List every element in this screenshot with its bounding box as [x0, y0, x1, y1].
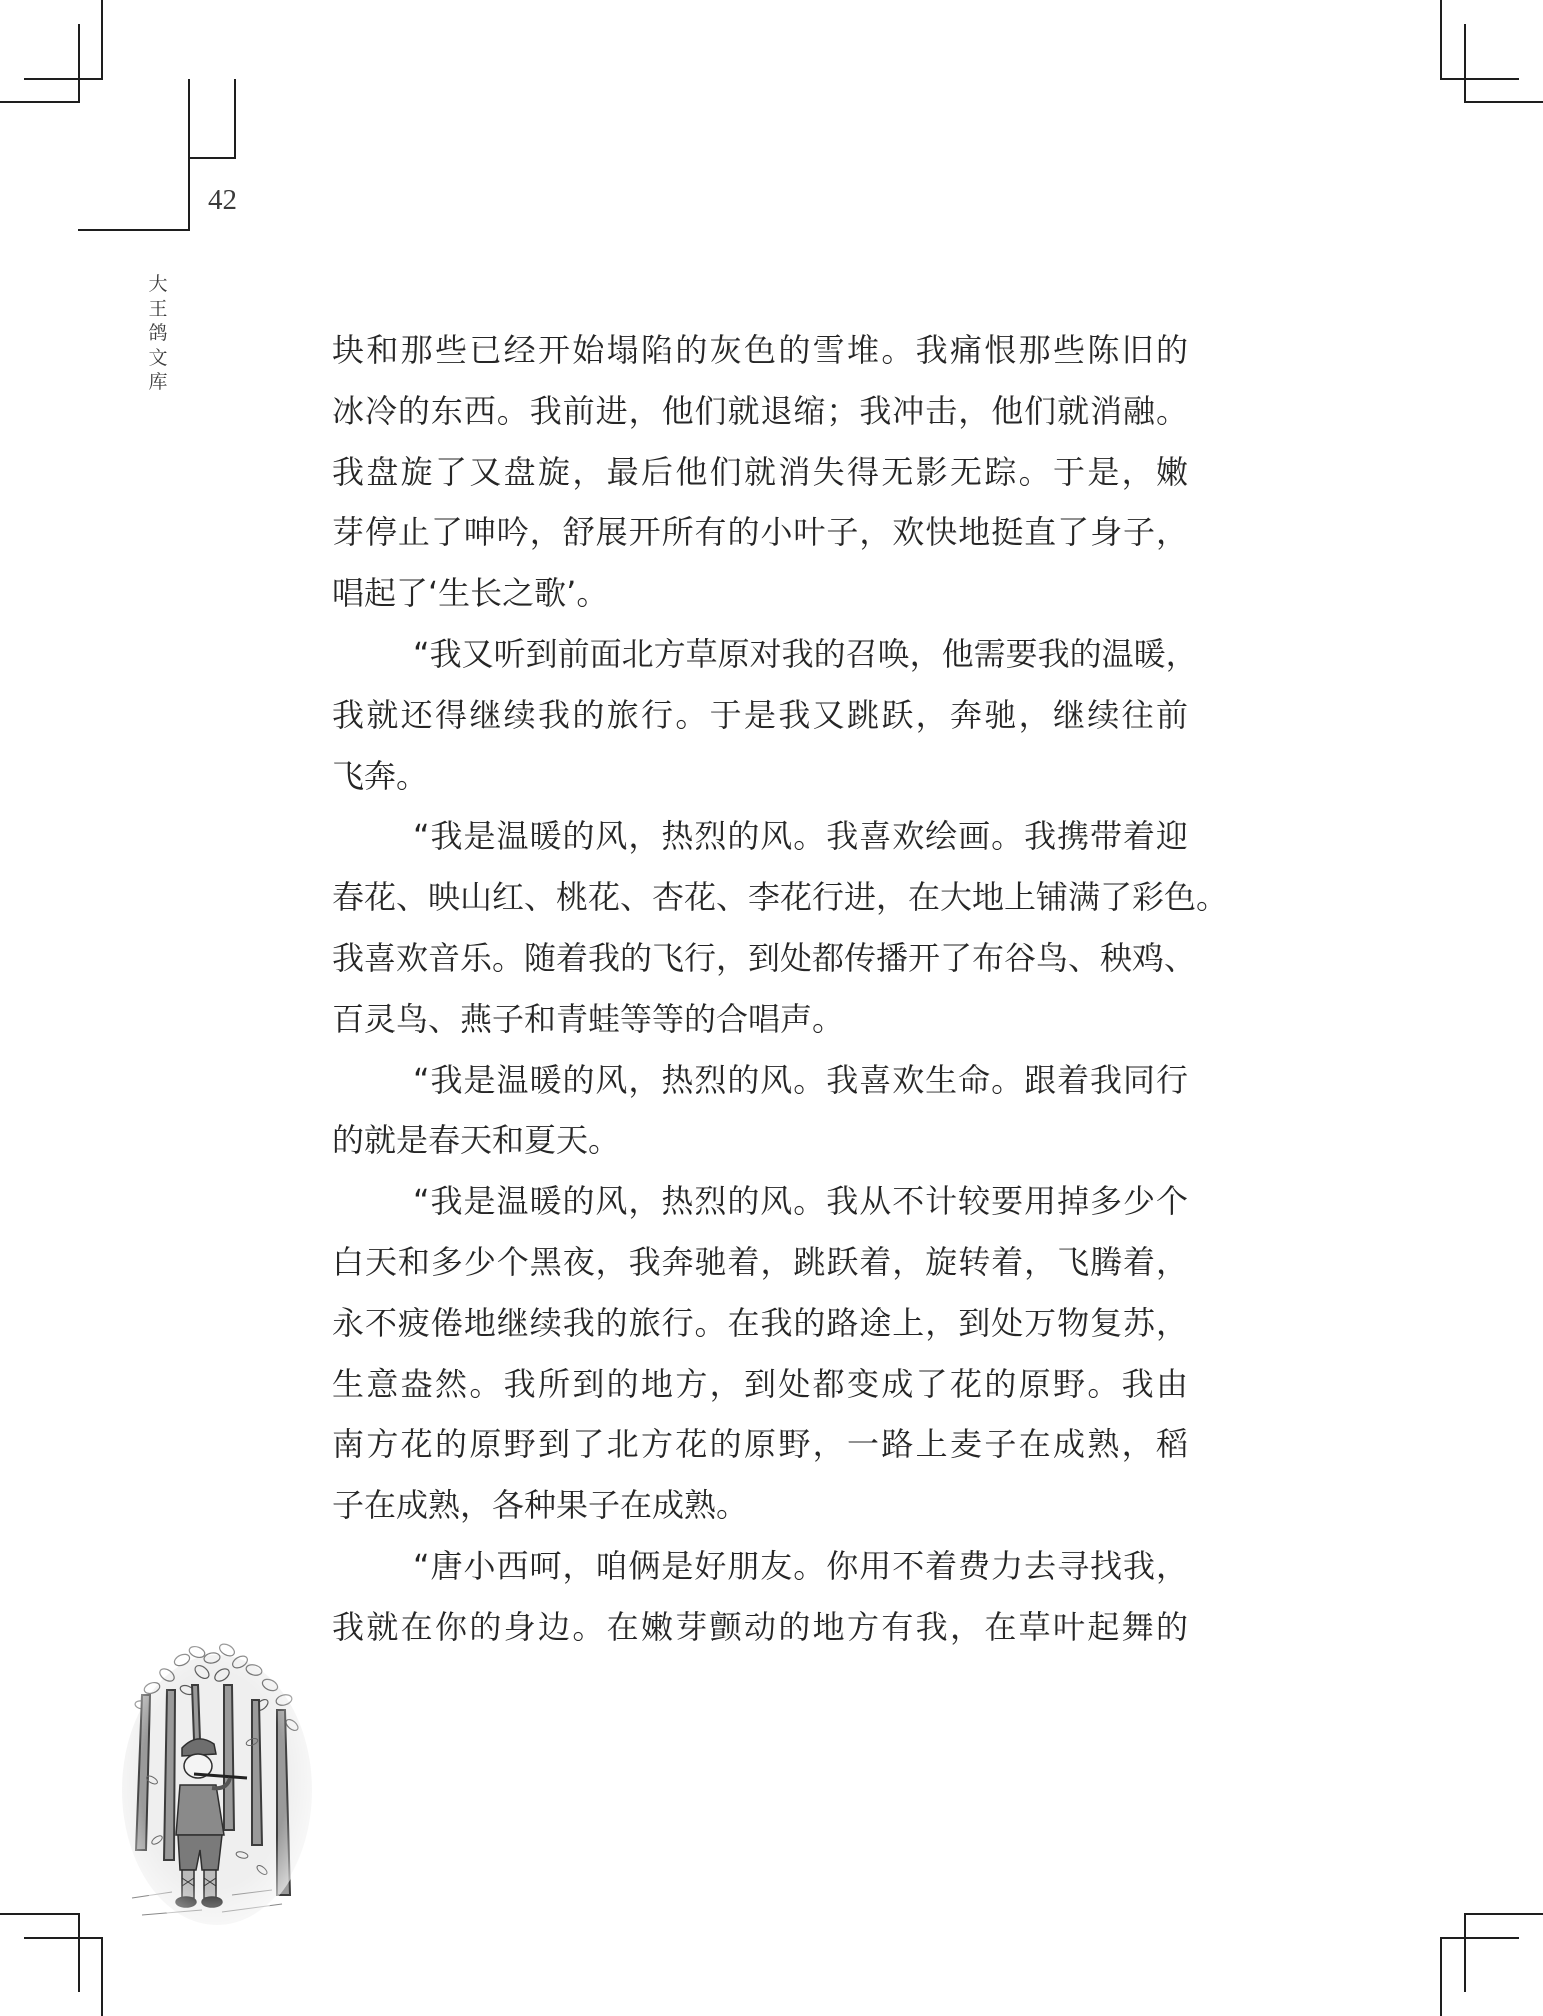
text-line: 我喜欢音乐。随着我的飞行，到处都传播开了布谷鸟、秧鸡、	[332, 938, 1197, 977]
text-line: “我是温暖的风，热烈的风。我从不计较要用掉多少个	[413, 1182, 1188, 1221]
crop-mark-bottom-right-inner-horizontal	[1440, 1937, 1519, 1939]
crop-mark-top-right-inner-vertical	[1464, 24, 1466, 103]
series-label-char: 鸽	[148, 322, 168, 344]
series-label-char: 大	[148, 273, 168, 295]
text-line: 我就在你的身边。在嫩芽颤动的地方有我，在草叶起舞的	[332, 1607, 1188, 1646]
crop-mark-top-left-outer-horizontal	[24, 78, 103, 80]
crop-mark-bottom-left-outer-horizontal	[0, 1913, 80, 1915]
flute-boy-illustration	[112, 1630, 317, 1930]
series-label	[146, 272, 170, 395]
text-line: 唱起了‘生长之歌’。	[332, 574, 609, 613]
text-line: “唐小西呵，咱俩是好朋友。你用不着费力去寻找我，	[413, 1546, 1188, 1585]
crop-mark-top-left-inner-vertical	[78, 24, 80, 103]
text-line: 块和那些已经开始塌陷的灰色的雪堆。我痛恨那些陈旧的	[332, 331, 1188, 369]
text-line: 永不疲倦地继续我的旅行。在我的路途上，到处万物复苏，	[332, 1303, 1188, 1342]
series-label-char: 文	[148, 346, 168, 369]
crop-mark-top-left-outer-vertical	[101, 0, 103, 79]
text-line: “我是温暖的风，热烈的风。我喜欢生命。跟着我同行	[413, 1060, 1188, 1099]
crop-mark-bottom-left-inner-horizontal	[24, 1937, 103, 1939]
page-frame-horizontal-mid	[188, 157, 236, 159]
text-line: 的就是春天和夏天。	[332, 1121, 621, 1160]
page-frame-vertical-left	[188, 79, 190, 230]
text-line: 我就还得继续我的旅行。于是我又跳跃，奔驰，继续往前	[332, 695, 1188, 734]
crop-mark-top-right-inner-horizontal	[1464, 101, 1543, 103]
page-frame-vertical-right	[234, 79, 236, 158]
text-line: 冰冷的东西。我前进，他们就退缩；我冲击，他们就消融。	[332, 391, 1188, 430]
text-line: 我盘旋了又盘旋，最后他们就消失得无影无踪。于是，嫩	[332, 452, 1188, 491]
text-line: 百灵鸟、燕子和青蛙等等的合唱声。	[332, 999, 845, 1038]
crop-mark-bottom-left-outer-vertical	[78, 1913, 80, 1992]
text-line: 生意盎然。我所到的地方，到处都变成了花的原野。我由	[332, 1364, 1188, 1403]
crop-mark-top-left-inner-horizontal	[0, 101, 80, 103]
text-line: “我是温暖的风，热烈的风。我喜欢绘画。我携带着迎	[413, 817, 1188, 856]
text-line: 南方花的原野到了北方花的原野，一路上麦子在成熟，稻	[332, 1425, 1188, 1464]
crop-mark-bottom-right-inner-vertical	[1440, 1937, 1442, 2016]
crop-mark-top-right-outer-horizontal	[1440, 78, 1519, 80]
text-line: 飞奔。	[332, 756, 429, 795]
text-line: 子在成熟，各种果子在成熟。	[332, 1486, 749, 1525]
crop-mark-bottom-left-inner-vertical	[101, 1937, 103, 2016]
forest-sketch-icon	[112, 1630, 317, 1930]
crop-mark-bottom-right-outer-vertical	[1464, 1913, 1466, 1992]
text-line: 芽停止了呻吟，舒展开所有的小叶子，欢快地挺直了身子，	[332, 513, 1188, 552]
series-label-char: 库	[148, 371, 168, 393]
crop-mark-top-right-outer-vertical	[1440, 0, 1442, 79]
text-line: “我又听到前面北方草原对我的召唤，他需要我的温暖，	[413, 634, 1198, 673]
crop-mark-bottom-right-outer-horizontal	[1464, 1913, 1543, 1915]
series-label-char: 王	[148, 297, 168, 320]
body-text	[332, 320, 1229, 1658]
text-line: 白天和多少个黑夜，我奔驰着，跳跃着，旋转着，飞腾着，	[332, 1242, 1188, 1281]
page-frame-horizontal-bottom	[78, 229, 190, 231]
page-number: 42	[208, 184, 237, 216]
text-line: 春花、映山红、桃花、杏花、李花行进，在大地上铺满了彩色。	[332, 878, 1229, 917]
